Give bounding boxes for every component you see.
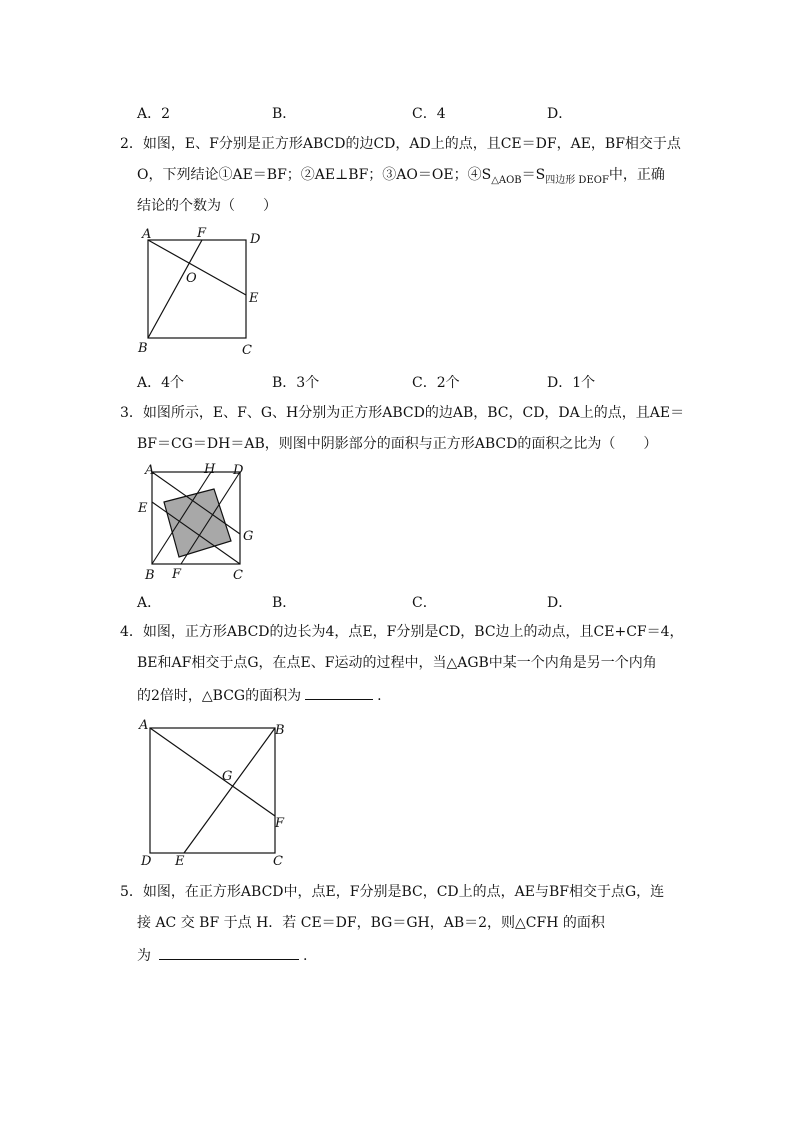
q1-option-d[interactable]: D．: [547, 106, 573, 122]
q5-text-line3: 为: [137, 948, 151, 964]
q1-option-b[interactable]: B．: [272, 106, 297, 122]
q3-option-c[interactable]: C．: [412, 595, 437, 611]
q2-option-b[interactable]: B．3个: [272, 375, 320, 391]
q3-label-a: A: [145, 463, 155, 478]
q2-square: [148, 240, 246, 338]
q3-option-d[interactable]: D．: [547, 595, 573, 611]
q2-stem-line1: [120, 134, 681, 154]
q3-label-f: F: [172, 567, 182, 582]
q2-text-line2c: 中，正确: [608, 167, 665, 183]
q1-option-c[interactable]: C．4: [412, 106, 446, 122]
q2-text-line1: 如图，E、F分别是正方形ABCD的边CD，AD上的点，且CE＝DF，AE，BF相交于点: [142, 136, 681, 152]
q4-label-b: B: [275, 723, 285, 738]
q2-options: [137, 372, 697, 392]
q5-text-line1: 如图，在正方形ABCD中，点E，F分别是BC，CD上的点，AE与BF相交于点G，连: [142, 884, 665, 900]
q2-number: 2．: [120, 136, 143, 152]
q2-text-line2a: O，下列结论①AE＝BF；②AE⊥BF；③AO＝OE；④S: [137, 167, 492, 183]
q2-label-e: E: [249, 291, 259, 306]
q4-figure: [135, 715, 295, 870]
q4-label-e: E: [175, 854, 185, 869]
q2-label-o: O: [186, 271, 197, 286]
q4-line-be: [184, 728, 275, 853]
q5-stem-line3: [137, 945, 307, 966]
q2-sub-deof: 四边形 DEOF: [545, 174, 609, 186]
q3-number: 3．: [120, 405, 143, 421]
q2-label-a: A: [142, 227, 152, 242]
q3-label-g: G: [243, 529, 254, 544]
q4-text-line1: 如图，正方形ABCD的边长为4，点E，F分别是CD，BC边上的动点，且CE+CF＝4，: [142, 624, 684, 640]
q3-options: [137, 592, 697, 612]
q3-label-c: C: [233, 568, 243, 583]
q2-option-d[interactable]: D．1个: [547, 375, 596, 391]
q3-label-e: E: [138, 501, 148, 516]
q5-stem-line2: 接 AC 交 BF 于点 H．若 CE＝DF，BG＝GH，AB＝2，则△CFH 的面积: [137, 915, 605, 931]
q5-stem-line1: [120, 882, 664, 902]
q2-figure: [130, 225, 280, 365]
q4-label-g: G: [222, 769, 233, 784]
q3-stem-line1: [120, 403, 684, 423]
q3-label-b: B: [145, 568, 155, 583]
q2-label-c: C: [242, 343, 252, 358]
q3-option-b[interactable]: B．: [272, 595, 297, 611]
q2-sub-aob: △AOB: [491, 174, 522, 186]
q5-number: 5．: [120, 884, 143, 900]
q4-text-line3: 的2倍时，△BCG的面积为: [137, 688, 302, 704]
q5-answer-blank[interactable]: [159, 945, 299, 960]
q4-line-af: [150, 728, 275, 816]
q4-label-d: D: [141, 854, 152, 869]
q4-stem-line1: [120, 622, 684, 642]
q2-label-f: F: [197, 226, 207, 241]
q2-stem-line2: [137, 165, 665, 191]
q4-answer-blank[interactable]: [305, 685, 373, 700]
q3-option-a[interactable]: A．: [137, 595, 162, 611]
q2-text-line2b: ＝S: [521, 167, 546, 183]
q3-text-line1: 如图所示，E、F、G、H分别为正方形ABCD的边AB，BC，CD，DA上的点，且AE＝: [142, 405, 685, 421]
q3-figure: [135, 460, 265, 585]
q2-stem-line3: 结论的个数为（ ）: [137, 198, 277, 214]
q4-stem-line2: BE和AF相交于点G，在点E、F运动的过程中，当△AGB中某一个内角是另一个内角: [137, 655, 657, 671]
q2-option-c[interactable]: C．2个: [412, 375, 460, 391]
q4-label-a: A: [139, 718, 149, 733]
q3-stem-line2: BF＝CG＝DH＝AB，则图中阴影部分的面积与正方形ABCD的面积之比为（ ）: [137, 436, 658, 452]
q4-number: 4．: [120, 624, 143, 640]
q4-label-f: F: [275, 816, 285, 831]
q2-option-a[interactable]: A．4个: [137, 375, 185, 391]
q2-label-b: B: [138, 341, 148, 356]
q5-period: .: [303, 948, 308, 964]
q4-period: .: [377, 688, 382, 704]
q3-label-h: H: [204, 462, 216, 477]
q3-label-d: D: [233, 463, 244, 478]
q4-label-c: C: [273, 854, 283, 869]
q1-options: [137, 103, 697, 123]
q3-shaded-region: [164, 489, 231, 557]
q4-square: [150, 728, 275, 853]
q1-option-a[interactable]: A．2: [137, 106, 171, 122]
q2-label-d: D: [250, 232, 261, 247]
q4-stem-line3: [137, 685, 382, 706]
